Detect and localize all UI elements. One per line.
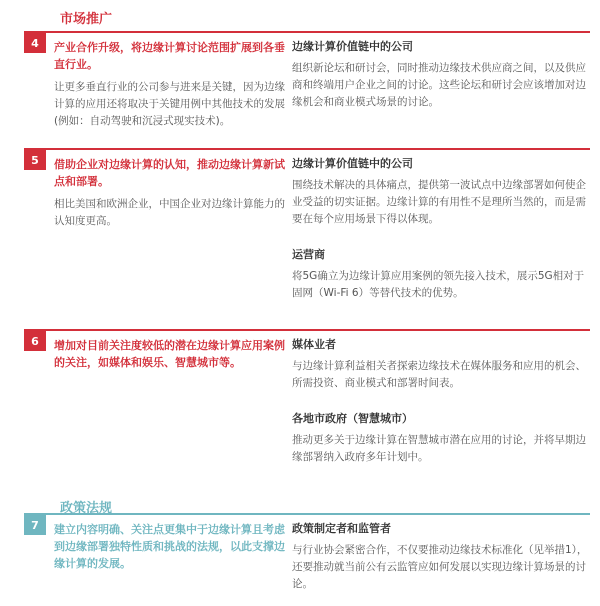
initiative-heading: 产业合作升级，将边缘计算讨论范围扩展到各垂直行业。	[54, 41, 285, 71]
initiative-left	[54, 39, 290, 130]
stakeholder-block	[292, 520, 590, 593]
initiative-number: 4	[24, 33, 46, 53]
stakeholder-block	[292, 336, 590, 392]
initiative-body: 相比美国和欧洲企业，中国企业对边缘计算能力的认知度更高。	[54, 198, 285, 227]
stakeholder-body: 将5G确立为边缘计算应用案例的领先接入技术，展示5G相对于固网（Wi-Fi 6）等替代技术的优势。	[292, 270, 585, 299]
stakeholder-heading: 各地市政府（智慧城市）	[292, 412, 413, 425]
stakeholder-column	[292, 336, 590, 484]
stakeholder-body: 组织新论坛和研讨会，同时推动边缘技术供应商之间，以及供应商和终端用户企业之间的讨论。这些论坛和研讨会应该增加对边缘机会和商业模式场景的讨论。	[292, 62, 586, 108]
stakeholder-column	[292, 155, 590, 320]
stakeholder-body: 推动更多关于边缘计算在智慧城市潜在应用的讨论，并将早期边缘部署纳入政府多年计划中。	[292, 434, 586, 463]
section-title-policy: 政策法规	[60, 501, 113, 516]
initiative-heading: 增加对目前关注度较低的潜在边缘计算应用案例的关注，如媒体和娱乐、智慧城市等。	[54, 339, 285, 369]
stakeholder-column	[292, 520, 590, 606]
stakeholder-body: 与边缘计算利益相关者探索边缘技术在媒体服务和应用的机会、所需投资、商业模式和部署时间表。	[292, 360, 586, 389]
stakeholder-heading: 政策制定者和监管者	[292, 522, 391, 535]
initiative-number: 7	[24, 515, 46, 535]
initiative-left	[54, 156, 290, 230]
stakeholder-heading: 媒体业者	[292, 338, 336, 351]
stakeholder-block	[292, 155, 590, 228]
stakeholder-block	[292, 246, 590, 302]
initiative-heading: 建立内容明确、关注点更集中于边缘计算且考虑到边缘部署独特性质和挑战的法规，以此支撑边缘计算的发展。	[54, 523, 285, 570]
section-title-market: 市场推广	[60, 12, 113, 27]
initiative-body: 让更多垂直行业的公司参与进来是关键，因为边缘计算的应用还将取决于关键用例中其他技术的发展(例如：自动驾驶和沉浸式现实技术)。	[54, 81, 285, 127]
initiative-left	[54, 521, 290, 572]
initiative-number: 6	[24, 331, 46, 351]
stakeholder-block	[292, 410, 590, 466]
initiative-row-6	[24, 329, 590, 489]
initiative-number: 5	[24, 150, 46, 170]
initiative-heading: 借助企业对边缘计算的认知，推动边缘计算新试点和部署。	[54, 158, 285, 188]
stakeholder-heading: 运营商	[292, 248, 325, 261]
initiative-row-7	[24, 513, 590, 603]
initiative-row-4	[24, 31, 590, 147]
stakeholder-body: 围绕技术解决的具体痛点，提供第一波试点中边缘部署如何使企业受益的切实证据。边缘计算的有用性不是理所当然的，而是需要在每个应用场景下得以体现。	[292, 179, 586, 225]
stakeholder-block	[292, 38, 590, 111]
stakeholder-heading: 边缘计算价值链中的公司	[292, 157, 413, 170]
stakeholder-heading: 边缘计算价值链中的公司	[292, 40, 413, 53]
initiative-row-5	[24, 148, 590, 328]
initiative-left	[54, 337, 290, 371]
stakeholder-column	[292, 38, 590, 129]
stakeholder-body: 与行业协会紧密合作，不仅要推动边缘技术标准化（见举措1），还要推动就当前公有云监管应如何发展以实现边缘计算场景的讨论。	[292, 544, 588, 590]
